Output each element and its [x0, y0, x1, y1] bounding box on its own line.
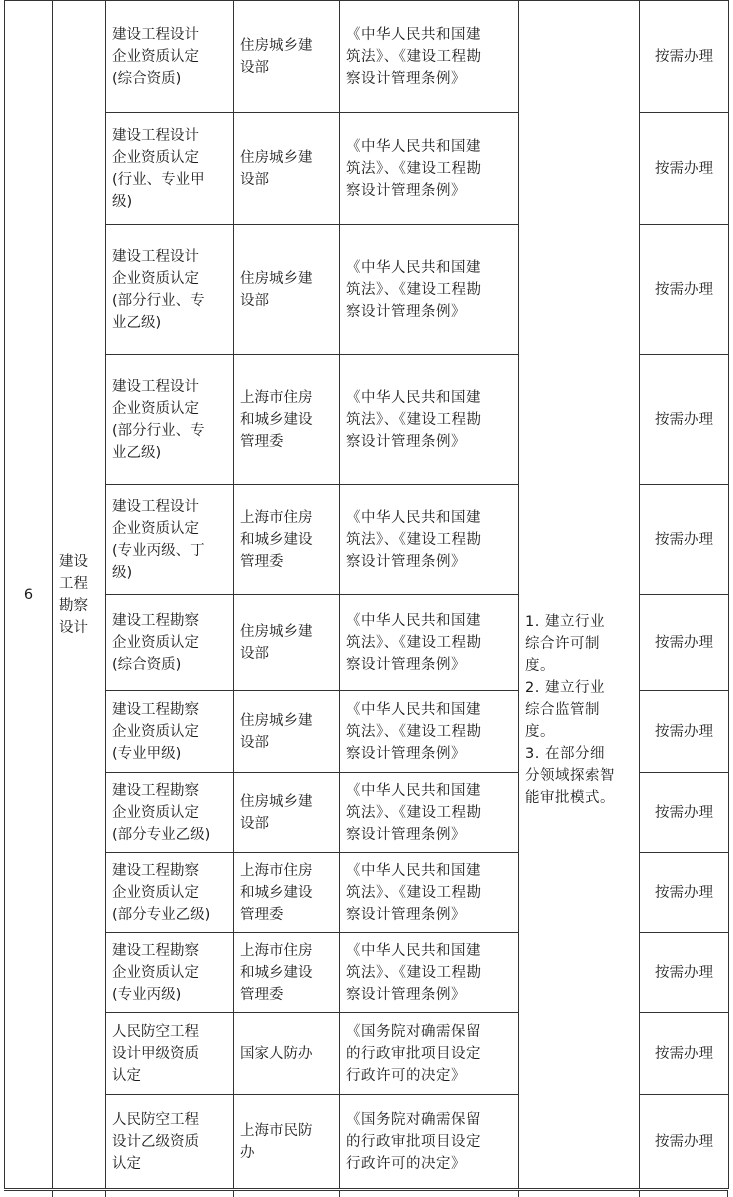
text-line: 《中华人民共和国建: [346, 782, 481, 799]
handling-method-cell: [640, 691, 729, 773]
text-line: 企业资质认定: [112, 884, 199, 901]
text-line: 和城乡建设: [240, 964, 313, 981]
legal-basis-cell: [340, 485, 519, 595]
text-line: 设部: [240, 815, 269, 832]
text-line: 筑法》、《建设工程勘: [346, 281, 482, 298]
handling-method: 按需办理: [655, 531, 713, 548]
handling-method-cell: [640, 1013, 729, 1095]
text-line: 上海市住房: [240, 862, 313, 879]
text-line: 业乙级): [112, 314, 162, 331]
text-line: 设计甲级资质: [112, 1045, 199, 1062]
text-line: 《中华人民共和国建: [346, 612, 481, 629]
text-line: 筑法》、《建设工程勘: [346, 160, 482, 177]
handling-method-cell: [640, 933, 729, 1013]
text-line: 企业资质认定: [112, 400, 199, 417]
text-line: 察设计管理条例》: [346, 433, 466, 450]
text-line: 住房城乡建: [240, 712, 313, 729]
text-line: 住房城乡建: [240, 623, 313, 640]
department-cell: [234, 853, 340, 933]
department-cell: [234, 595, 340, 691]
group-number: 6: [23, 586, 34, 603]
text-line: 和城乡建设: [240, 411, 313, 428]
legal-basis-cell: [340, 933, 519, 1013]
text-line: 住房城乡建: [240, 270, 313, 287]
legal-basis-cell: [340, 1, 519, 113]
text-line: 企业资质认定: [112, 634, 199, 651]
text-line: 设部: [240, 734, 269, 751]
text-line: 筑法》、《建设工程勘: [346, 411, 482, 428]
item-name-cell: [106, 355, 234, 485]
item-name-cell: [106, 1095, 234, 1189]
text-line: 综合监管制: [525, 701, 600, 718]
department-cell: [234, 485, 340, 595]
handling-method: 按需办理: [655, 1045, 713, 1062]
text-line: 行政许可的决定》: [346, 1155, 466, 1172]
text-line: (部分专业乙级): [112, 906, 211, 923]
text-line: 工程: [59, 575, 88, 592]
text-line: 企业资质认定: [112, 723, 199, 740]
handling-method-cell: [640, 595, 729, 691]
handling-method: 按需办理: [655, 1133, 713, 1150]
group-number-cell: [5, 1, 53, 1189]
item-name-cell: [106, 485, 234, 595]
handling-method-cell: [640, 485, 729, 595]
handling-method-cell: [640, 225, 729, 355]
legal-basis-cell: [340, 773, 519, 853]
text-line: 《国务院对确需保留: [346, 1111, 481, 1128]
text-line: 建设工程勘察: [112, 782, 199, 799]
handling-method-cell: [640, 1, 729, 113]
item-name-cell: [106, 225, 234, 355]
text-line: 住房城乡建: [240, 149, 313, 166]
handling-method-cell: [640, 1095, 729, 1189]
text-line: 察设计管理条例》: [346, 986, 466, 1003]
text-line: 筑法》、《建设工程勘: [346, 48, 482, 65]
item-name-cell: [106, 933, 234, 1013]
text-line: 分领域探索智: [525, 767, 615, 784]
text-line: 设部: [240, 645, 269, 662]
legal-basis-cell: [340, 1013, 519, 1095]
text-line: 1. 建立行业: [525, 613, 605, 630]
department-cell: [234, 1, 340, 113]
text-line: 设计乙级资质: [112, 1133, 199, 1150]
text-line: 上海市住房: [240, 942, 313, 959]
text-line: 度。: [525, 723, 555, 740]
department-cell: [234, 691, 340, 773]
text-line: 业乙级): [112, 444, 162, 461]
text-line: 企业资质认定: [112, 520, 199, 537]
text-line: 上海市住房: [240, 389, 313, 406]
text-line: 的行政审批项目设定: [346, 1133, 481, 1150]
text-line: 《中华人民共和国建: [346, 259, 481, 276]
text-line: 管理委: [240, 986, 284, 1003]
text-line: 察设计管理条例》: [346, 553, 466, 570]
item-name-cell: [106, 595, 234, 691]
legal-basis-cell: [340, 355, 519, 485]
handling-method-cell: [640, 853, 729, 933]
text-line: (专业丙级、丁: [112, 542, 205, 559]
text-line: 《中华人民共和国建: [346, 942, 481, 959]
text-line: 上海市民防: [240, 1122, 313, 1139]
handling-method-cell: [640, 113, 729, 225]
handling-method: 按需办理: [655, 634, 713, 651]
text-line: 《中华人民共和国建: [346, 389, 481, 406]
department-cell: [234, 933, 340, 1013]
text-line: 2. 建立行业: [525, 679, 605, 696]
text-line: 和城乡建设: [240, 531, 313, 548]
text-line: 的行政审批项目设定: [346, 1045, 481, 1062]
text-line: (综合资质): [112, 70, 182, 87]
text-line: 察设计管理条例》: [346, 303, 466, 320]
text-line: 企业资质认定: [112, 804, 199, 821]
handling-method: 按需办理: [655, 723, 713, 740]
text-line: (部分行业、专: [112, 292, 205, 309]
text-line: 察设计管理条例》: [346, 182, 466, 199]
text-line: 建设工程勘察: [112, 612, 199, 629]
text-line: 察设计管理条例》: [346, 826, 466, 843]
text-line: 建设工程勘察: [112, 862, 199, 879]
text-line: 级): [112, 564, 133, 581]
handling-method: 按需办理: [655, 964, 713, 981]
text-line: 建设工程设计: [112, 378, 199, 395]
legal-basis-cell: [340, 225, 519, 355]
text-line: 设计: [59, 619, 88, 636]
text-line: (专业丙级): [112, 986, 182, 1003]
category-cell: [53, 1, 106, 1189]
text-line: 《中华人民共和国建: [346, 138, 481, 155]
text-line: 察设计管理条例》: [346, 70, 466, 87]
table-body: [5, 1, 729, 1189]
text-line: 勘察: [59, 597, 88, 614]
text-line: 察设计管理条例》: [346, 656, 466, 673]
item-name-cell: [106, 1013, 234, 1095]
text-line: 认定: [112, 1067, 141, 1084]
text-line: 行政许可的决定》: [346, 1067, 466, 1084]
text-line: 企业资质认定: [112, 149, 199, 166]
text-line: 企业资质认定: [112, 964, 199, 981]
text-line: 管理委: [240, 553, 284, 570]
text-line: 建设工程设计: [112, 248, 199, 265]
text-line: 《中华人民共和国建: [346, 862, 481, 879]
text-line: 《中华人民共和国建: [346, 509, 481, 526]
legal-basis-cell: [340, 1095, 519, 1189]
text-line: 企业资质认定: [112, 270, 199, 287]
item-name-cell: [106, 853, 234, 933]
department-cell: [234, 113, 340, 225]
text-line: 筑法》、《建设工程勘: [346, 964, 482, 981]
table-row: [5, 1, 729, 113]
text-line: 办: [240, 1144, 255, 1161]
text-line: (综合资质): [112, 656, 182, 673]
text-line: 建设: [59, 553, 88, 570]
item-name-cell: [106, 1, 234, 113]
handling-method: 按需办理: [655, 884, 713, 901]
department-cell: [234, 773, 340, 853]
item-name-cell: [106, 113, 234, 225]
text-line: 综合许可制: [525, 635, 600, 652]
text-line: 度。: [525, 657, 555, 674]
text-line: 人民防空工程: [112, 1111, 199, 1128]
legal-basis-cell: [340, 113, 519, 225]
department-cell: [234, 1095, 340, 1189]
text-line: 筑法》、《建设工程勘: [346, 884, 482, 901]
handling-method: 按需办理: [655, 411, 713, 428]
legal-basis-cell: [340, 691, 519, 773]
handling-method: 按需办理: [655, 281, 713, 298]
text-line: 设部: [240, 59, 269, 76]
text-line: 察设计管理条例》: [346, 906, 466, 923]
text-line: 人民防空工程: [112, 1023, 199, 1040]
handling-method-cell: [640, 355, 729, 485]
text-line: 筑法》、《建设工程勘: [346, 804, 482, 821]
text-line: 筑法》、《建设工程勘: [346, 531, 482, 548]
text-line: 管理委: [240, 906, 284, 923]
text-line: 国家人防办: [240, 1045, 313, 1062]
item-name-cell: [106, 773, 234, 853]
text-line: 建设工程勘察: [112, 942, 199, 959]
text-line: 建设工程设计: [112, 26, 199, 43]
legal-basis-cell: [340, 853, 519, 933]
text-line: 住房城乡建: [240, 793, 313, 810]
text-line: 《中华人民共和国建: [346, 26, 481, 43]
text-line: 设部: [240, 171, 269, 188]
reform-measures-cell: [519, 1, 640, 1189]
text-line: 住房城乡建: [240, 37, 313, 54]
text-line: 上海市住房: [240, 509, 313, 526]
text-line: (专业甲级): [112, 745, 182, 762]
text-line: 建设工程勘察: [112, 701, 199, 718]
handling-method: 按需办理: [655, 48, 713, 65]
text-line: 3. 在部分细: [525, 745, 605, 762]
text-line: (部分专业乙级): [112, 826, 211, 843]
handling-method: 按需办理: [655, 804, 713, 821]
approval-items-table: [4, 0, 729, 1189]
department-cell: [234, 225, 340, 355]
text-line: 察设计管理条例》: [346, 745, 466, 762]
legal-basis-cell: [340, 595, 519, 691]
text-line: 认定: [112, 1155, 141, 1172]
text-line: 企业资质认定: [112, 48, 199, 65]
text-line: 筑法》、《建设工程勘: [346, 723, 482, 740]
text-line: (行业、专业甲: [112, 171, 205, 188]
department-cell: [234, 1013, 340, 1095]
text-line: 级): [112, 193, 133, 210]
text-line: 《中华人民共和国建: [346, 701, 481, 718]
text-line: 能审批模式。: [525, 789, 615, 806]
text-line: 管理委: [240, 433, 284, 450]
handling-method-cell: [640, 773, 729, 853]
text-line: 建设工程设计: [112, 498, 199, 515]
handling-method: 按需办理: [655, 160, 713, 177]
text-line: 设部: [240, 292, 269, 309]
department-cell: [234, 355, 340, 485]
text-line: 筑法》、《建设工程勘: [346, 634, 482, 651]
text-line: 和城乡建设: [240, 884, 313, 901]
text-line: 《国务院对确需保留: [346, 1023, 481, 1040]
text-line: (部分行业、专: [112, 422, 205, 439]
text-line: 建设工程设计: [112, 127, 199, 144]
item-name-cell: [106, 691, 234, 773]
